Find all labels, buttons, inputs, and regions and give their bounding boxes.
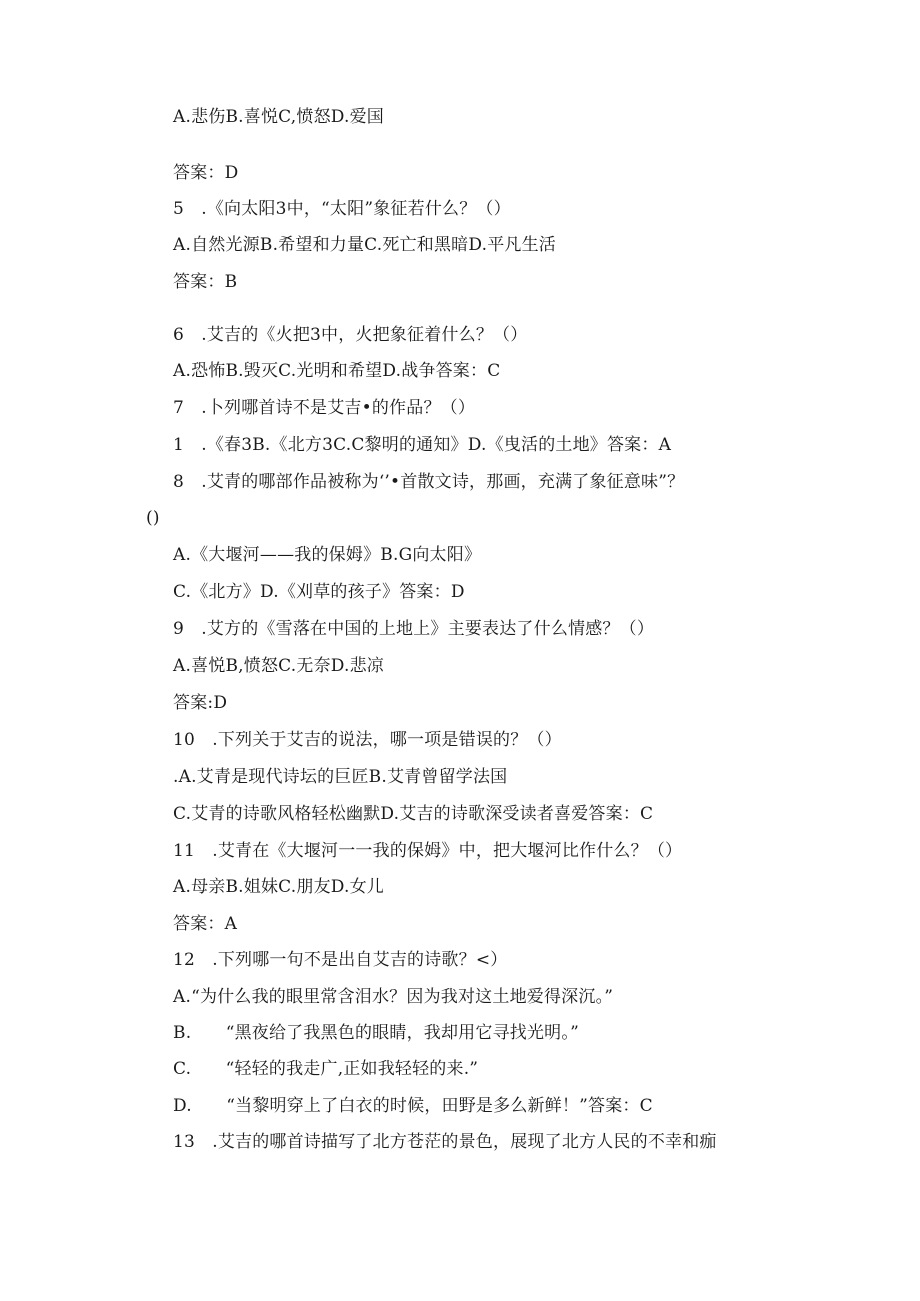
answer-line: 答案:D	[173, 693, 228, 713]
question-8: 8 .艾青的哪部作品被称为‘’•首散文诗，那画，充满了象征意味”？	[173, 472, 685, 492]
question-13: 13 .艾吉的哪首诗描写了北方苍茫的景色，展现了北方人民的不幸和痂	[173, 1132, 717, 1152]
answer-line: 答案：A	[173, 914, 238, 934]
question-6: 6 .艾吉的《火把3中，火把象征着什么？（）	[173, 325, 528, 345]
options-line: 1 .《春3B.《北方3C.C黎明的通知》D.《曳活的土地》答案：A	[173, 435, 672, 455]
question-5: 5 .《向太阳3中，“太阳”象征若什么？（）	[173, 199, 511, 219]
options-line: C.《北方》D.《刈草的孩子》答案：D	[173, 582, 465, 602]
options-line: A.自然光源B.希望和力量C.死亡和黑暗D.平凡生活	[173, 235, 557, 255]
options-line: C.艾青的诗歌风格轻松幽默D.艾吉的诗歌深受读者喜爱答案：C	[173, 804, 654, 824]
question-12: 12 .下列哪一句不是出自艾吉的诗歌？<）	[173, 950, 508, 970]
answer-line: 答案：D	[173, 163, 239, 183]
options-line: A.《大堰河——我的保姆》B.G向太阳》	[173, 545, 482, 565]
options-line: A.母亲B.姐妹C.朋友D.女儿	[173, 877, 385, 897]
question-11: 11 .艾青在《大堰河一一我的保姆》中，把大堰河比作什么？（）	[173, 841, 683, 861]
options-line: A.悲伤B.喜悦C,愤怒D.爱国	[173, 107, 385, 127]
answer-line: 答案：B	[173, 272, 238, 292]
options-line: A.恐怖B.毁灭C.光明和希望D.战争答案：C	[173, 361, 501, 381]
question-7: 7 .卜列哪首诗不是艾吉•的作品？（）	[173, 398, 476, 418]
options-line: A.喜悦B,愤怒C.无奈D.悲凉	[173, 656, 385, 676]
option-d: D. “当黎明穿上了白衣的时候，田野是多么新鲜！”答案：C	[173, 1096, 653, 1116]
question-9: 9 .艾方的《雪落在中国的上地上》主要表达了什么情感？（）	[173, 619, 655, 639]
option-c: C. “轻轻的我走广,正如我轻轻的来.”	[173, 1059, 479, 1079]
option-b: B. “黑夜给了我黑色的眼睛，我却用它寻找光明。”	[173, 1023, 579, 1043]
question-8-continuation: ()	[146, 508, 160, 528]
options-line: .A.艾青是现代诗坛的巨匠B.艾青曾留学法国	[173, 767, 508, 787]
question-10: 10 .下列关于艾吉的说法，哪一项是错误的？（）	[173, 730, 562, 750]
option-a: A.“为什么我的眼里常含泪水？因为我对这土地爱得深沉。”	[173, 987, 614, 1007]
